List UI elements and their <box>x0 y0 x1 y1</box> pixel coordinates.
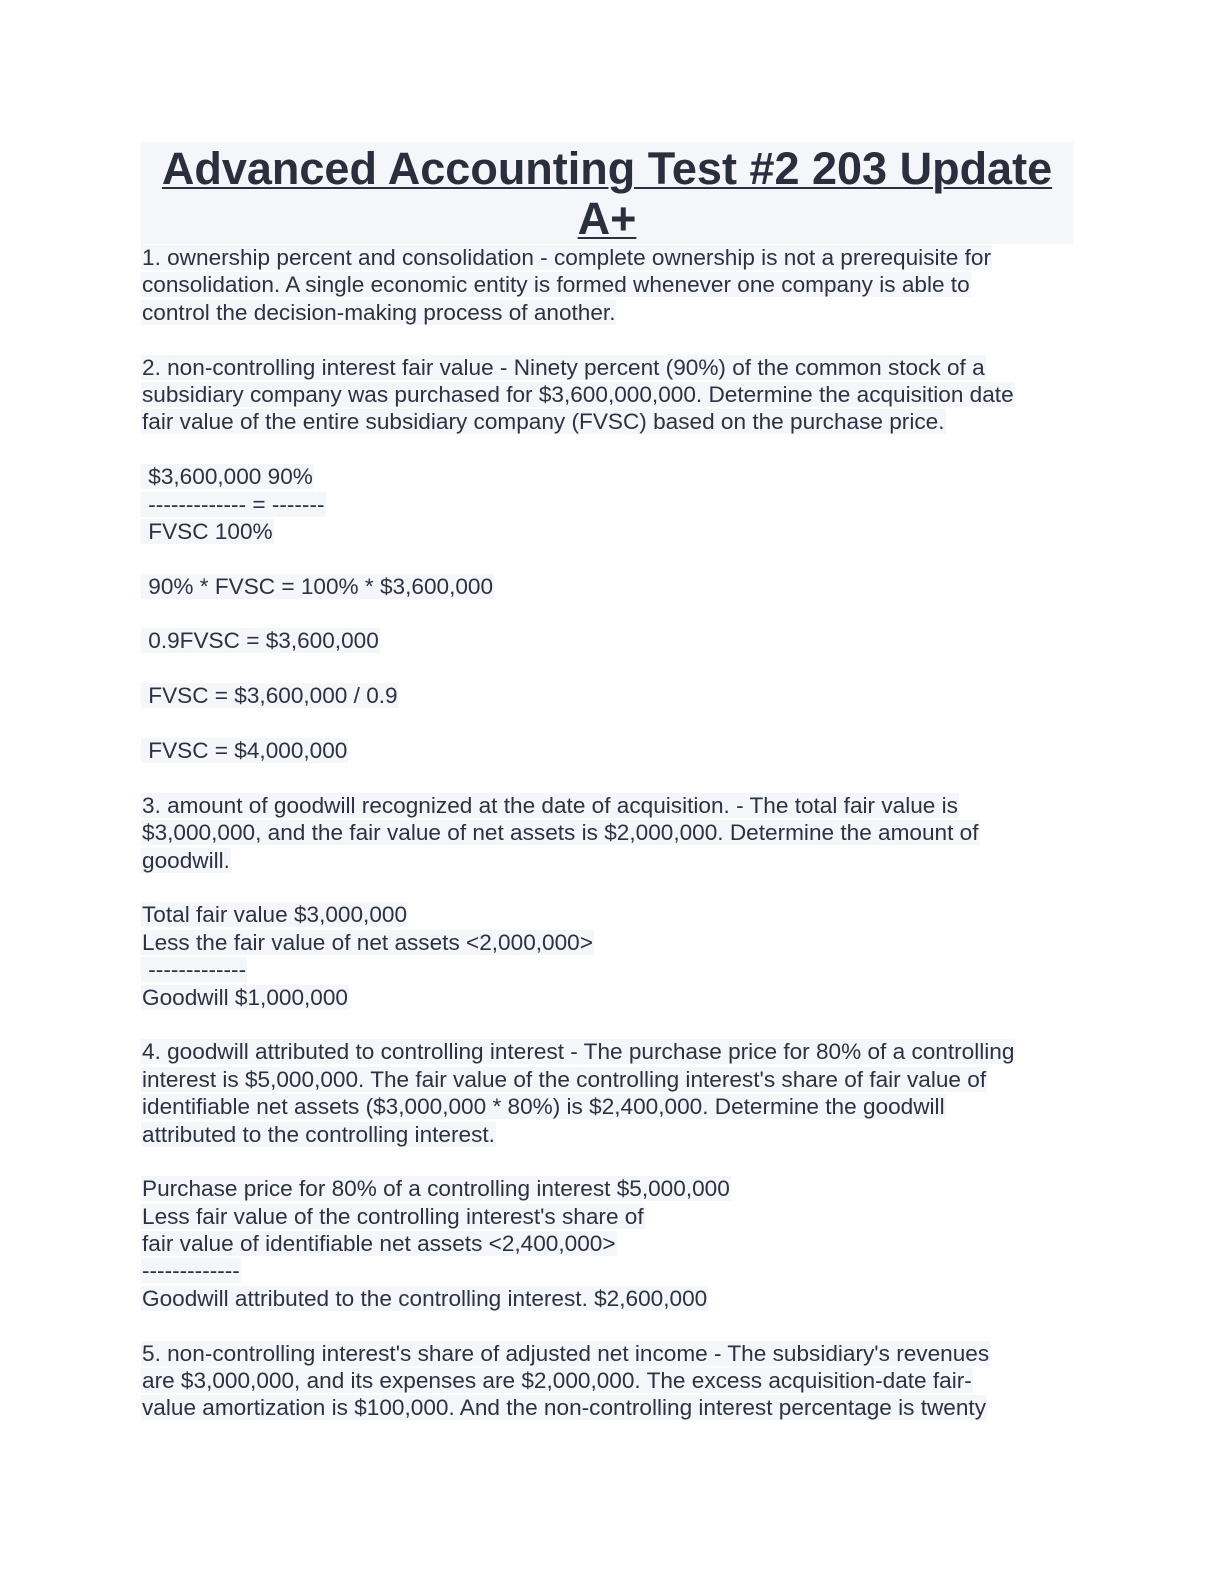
text-line <box>141 1257 1073 1284</box>
text-line <box>141 381 1073 408</box>
line-text: ------------- <box>142 957 247 983</box>
text-line <box>141 956 1073 983</box>
line-text: fair value of the entire subsidiary company (FVSC) based on the purchase price. <box>142 409 945 435</box>
line-text: interest is $5,000,000. The fair value of the controlling interest's share of fair value of <box>142 1066 987 1092</box>
text-line <box>141 408 1073 435</box>
line-text: attributed to the controlling interest. <box>142 1121 495 1147</box>
line-text: $3,600,000 90% <box>142 464 313 490</box>
line-text: FVSC 100% <box>142 518 273 544</box>
line-text: Goodwill attributed to the controlling interest. $2,600,000 <box>142 1285 708 1311</box>
line-text: Purchase price for 80% of a controlling interest $5,000,000 <box>142 1176 730 1202</box>
text-line <box>141 1093 1073 1120</box>
line-text: 5. non-controlling interest's share of adjusted net income - The subsidiary's revenues <box>142 1340 990 1366</box>
page-title: Advanced Accounting Test #2 203 Update A+ <box>161 143 1053 244</box>
blank-line <box>141 326 1073 353</box>
line-text: identifiable net assets ($3,000,000 * 80%) is $2,400,000. Determine the goodwill <box>142 1094 945 1120</box>
text-line <box>141 847 1073 874</box>
blank-line <box>141 655 1073 682</box>
text-line <box>141 271 1073 298</box>
blank-line <box>141 1312 1073 1339</box>
title-banner <box>141 142 1073 244</box>
line-text: Goodwill $1,000,000 <box>142 984 349 1010</box>
line-text: ------------- <box>142 1258 240 1284</box>
text-line <box>141 819 1073 846</box>
text-line <box>141 1203 1073 1230</box>
line-text: ------------- = ------- <box>142 491 325 517</box>
text-line <box>141 354 1073 381</box>
line-text: goodwill. <box>142 847 230 873</box>
line-text: Total fair value $3,000,000 <box>142 902 408 928</box>
line-text: value amortization is $100,000. And the non-controlling interest percentage is twenty <box>142 1395 987 1421</box>
text-line <box>141 682 1073 709</box>
line-text: Less fair value of the controlling interest's share of <box>142 1203 644 1229</box>
text-line <box>141 1340 1073 1367</box>
text-line <box>141 929 1073 956</box>
document-page <box>141 142 1073 1422</box>
blank-line <box>141 1148 1073 1175</box>
text-line <box>141 901 1073 928</box>
text-line <box>141 1121 1073 1148</box>
line-text: fair value of identifiable net assets <2,400,000> <box>142 1231 616 1257</box>
text-line <box>141 1394 1073 1421</box>
line-text: 0.9FVSC = $3,600,000 <box>142 628 379 654</box>
text-line <box>141 463 1073 490</box>
line-text: subsidiary company was purchased for $3,600,000,000. Determine the acquisition date <box>142 381 1014 407</box>
document-body <box>141 244 1073 1422</box>
text-line <box>141 1175 1073 1202</box>
text-line <box>141 1285 1073 1312</box>
line-text: 2. non-controlling interest fair value - Ninety percent (90%) of the common stock of a <box>142 354 985 380</box>
text-line <box>141 518 1073 545</box>
text-line <box>141 627 1073 654</box>
line-text: 90% * FVSC = 100% * $3,600,000 <box>142 573 494 599</box>
text-line <box>141 792 1073 819</box>
line-text: 1. ownership percent and consolidation - complete ownership is not a prerequisite for <box>142 245 991 270</box>
blank-line <box>141 545 1073 572</box>
line-text: consolidation. A single economic entity is formed whenever one company is able to <box>142 272 970 298</box>
text-line <box>141 1038 1073 1065</box>
text-line <box>141 737 1073 764</box>
blank-line <box>141 600 1073 627</box>
blank-line <box>141 1011 1073 1038</box>
text-line <box>141 573 1073 600</box>
line-text: FVSC = $3,600,000 / 0.9 <box>142 683 398 709</box>
line-text: FVSC = $4,000,000 <box>142 738 348 764</box>
line-text: are $3,000,000, and its expenses are $2,000,000. The excess acquisition-date fair- <box>142 1368 972 1394</box>
blank-line <box>141 710 1073 737</box>
text-line <box>141 1230 1073 1257</box>
line-text: 4. goodwill attributed to controlling interest - The purchase price for 80% of a controlling <box>142 1039 1015 1065</box>
blank-line <box>141 436 1073 463</box>
blank-line <box>141 764 1073 791</box>
line-text: $3,000,000, and the fair value of net assets is $2,000,000. Determine the amount of <box>142 820 979 846</box>
text-line <box>141 299 1073 326</box>
text-line <box>141 984 1073 1011</box>
blank-line <box>141 874 1073 901</box>
line-text: 3. amount of goodwill recognized at the date of acquisition. - The total fair value is <box>142 792 958 818</box>
text-line <box>141 1066 1073 1093</box>
line-text: Less the fair value of net assets <2,000,000> <box>142 929 593 955</box>
text-line <box>141 1367 1073 1394</box>
text-line <box>141 491 1073 518</box>
line-text: control the decision-making process of another. <box>142 299 616 325</box>
text-line <box>141 244 1073 271</box>
